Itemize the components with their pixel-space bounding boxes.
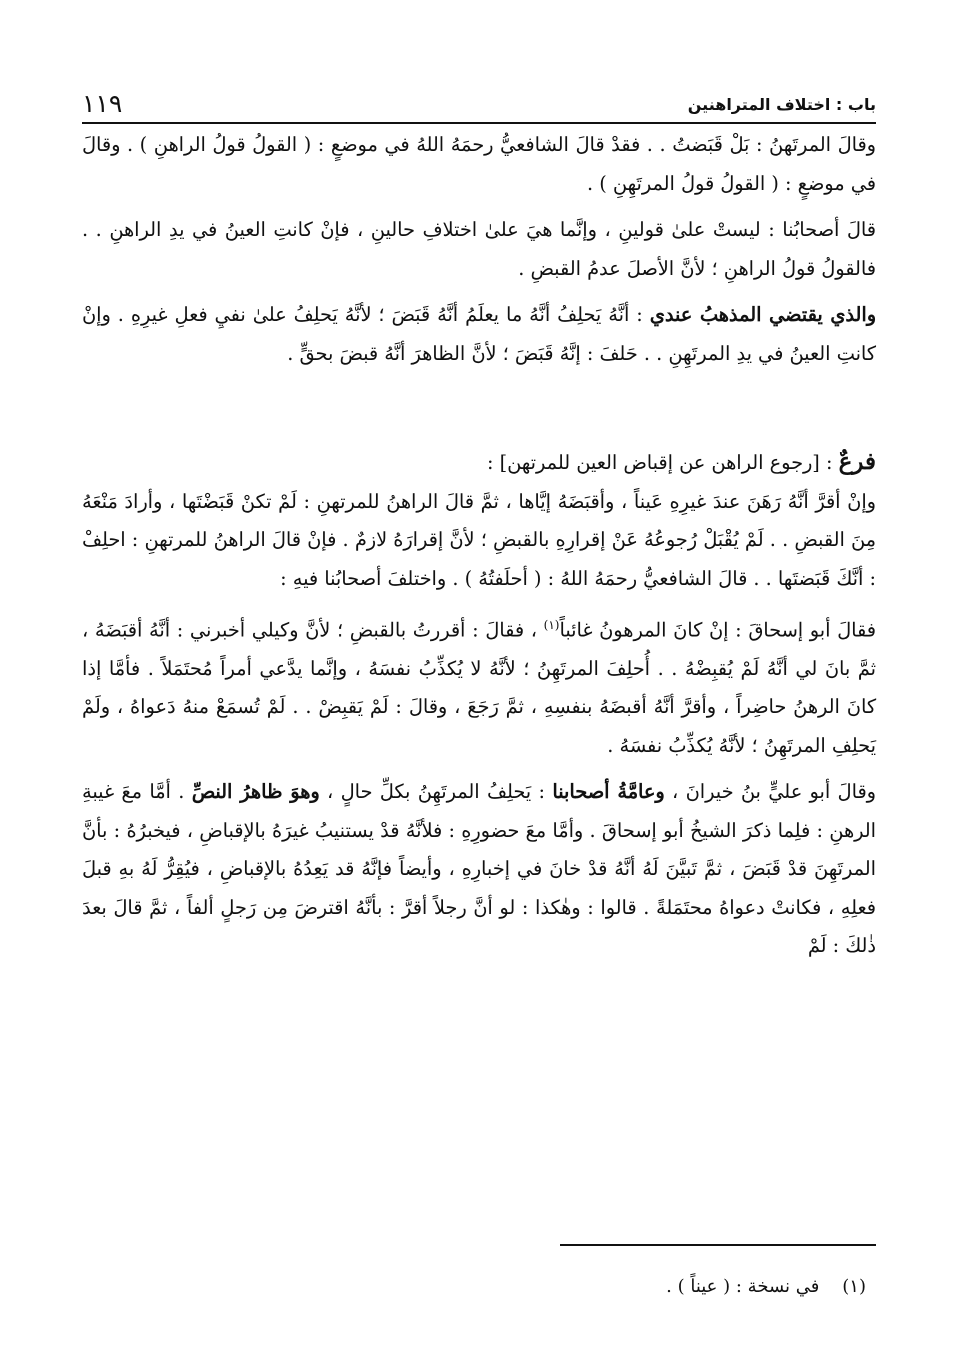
bold-phrase: والذي يقتضي المذهبُ عندي — [649, 303, 876, 326]
paragraph-2: قالَ أصحابُنا : ليستْ علىٰ قولينِ ، وإنَّما هيَ علىٰ اختلافِ حالينِ ، فإنْ كانتِ العينُ في يدِ الراهنِ . . فالقولُ قولُ الراهنِ ؛ لأنَّ الأصلَ عدمُ القبضِ . — [82, 218, 876, 280]
paragraph-text: ، فقالَ : أقررتُ بالقبضِ ؛ لأنَّ وكيلي أخبرني : أنَّهُ أقبَضَهُ ، ثمَّ بانَ لي أنَّهُ لَمْ يُقبِضْهُ . . أُحلِفَ المرتَهِنُ ؛ لأنَّهُ لا يُكذِّبُ نفسَهُ ، وإنَّما يدَّعي أمراً مُحتَمَلاً . فأمَّا إذا كانَ الرهنُ حاضِراً ، وأقرَّ أنَّهُ أقبضَهُ بنفسِهِ ، ثمَّ رَجَعَ ، وقالَ : لَمْ يَقبِضْ . . لَمْ تُسمَعْ منهُ دَعواهُ ، ولَمْ يَحلِفِ المرتَهِنُ ؛ لأنَّهُ يُكذِّبُ نفسَهُ . — [82, 618, 876, 757]
bold-phrase: وهوَ ظاهرُ النصِّ — [191, 780, 320, 804]
paragraph-4: وإنْ أقرَّ أنَّهُ رَهَنَ عندَ غيرِهِ عَيناً ، وأقبَضَهُ إيَّاها ، ثمَّ قالَ الراهنُ للمرتهنِ : لَمْ تكنْ قَبَضْتَها ، وأرادَ مَنْعَهُ مِنَ القبضِ . . لَمْ يُقْبَلْ رُجوعُهُ عَنْ إقرارِهِ بالقبضِ ؛ لأنَّ إقرارَهُ لازمٌ . فإنْ قالَ الراهنُ للمرتهنِ : احلِفْ : أنَّكَ قَبَضتَها . . قالَ الشافعيُّ رحمَهُ اللهُ : ( أحلَفتُهُ ) . واختلفَ أصحابُنا فيهِ : — [82, 489, 876, 590]
page-header — [82, 78, 876, 124]
paragraph-text: : أنَّهُ يَحلِفُ أنَّهُ ما يعلَمُ أنَّهُ قَبَضَ ؛ لأنَّهُ يَحلِفُ علىٰ نفيِ فعلِ غيرِهِ . وإنْ كانتِ العينُ في يدِ المرتَهِنِ . . حَلفَ : إنَّهُ قَبَضَ ؛ لأنَّ الظاهرَ أنَّهُ قبضَ بحقٍّ . — [82, 303, 876, 365]
paragraph-text: فقالَ أبو إسحاقَ : إنْ كانَ المرهونُ غائباً — [559, 618, 876, 642]
paragraph-text: : يَحلِفُ المرتَهِنُ بكلِّ حالٍ ، — [319, 780, 553, 804]
branch-heading — [82, 443, 876, 483]
footnote — [82, 1272, 866, 1302]
paragraph-gap — [82, 765, 876, 773]
footnote-text: في نسخة : ( عيناً ) . — [666, 1276, 820, 1297]
paragraph-gap — [82, 288, 876, 296]
page-number: ١١٩ — [82, 89, 123, 118]
branch-title: : [رجوع الراهن عن إقباض العين للمرتهن] : — [486, 451, 839, 474]
paragraph-text: وقالَ أبو عليٍّ بنُ خيرانَ ، — [664, 780, 876, 804]
branch-label: فرعٌ — [838, 448, 876, 475]
bold-phrase: وعامَّةُ أصحابنا — [552, 780, 665, 804]
paragraph-gap — [82, 203, 876, 211]
footnote-number: (١) — [842, 1276, 866, 1297]
section-gap — [82, 373, 876, 443]
paragraph-text: . أمَّا معَ غيبةِ الرهنِ : فلِما ذكرَ الشيخُ أبو إسحاقَ . وأمَّا معَ حضورِهِ : فلأنَّهُ قدْ يستنيبُ غيرَهُ بالإقباضِ ، فيخبرُهُ : بأنَّ المرتَهِنَ قدْ قَبَضَ ، ثمَّ تَبيَّنَ لَهُ أنَّهُ قدْ خانَ في إخبارِهِ ، وأيضاً فإنَّهُ قد يَعِدُهُ بالإقباضِ ، فيُقِرُّ لَهُ بهِ قبلَ فعلِهِ ، فكانتْ دعواهُ محتَمَلةً . قالوا : وهٰكذا : لو أنَّ رجلاً أقرَّ : بأنَّهُ اقترضَ مِن رَجلٍ ألفاً ، ثمَّ قالَ بعدَ ذٰلكَ : لَمْ — [82, 780, 876, 958]
paragraph-3 — [82, 296, 876, 373]
main-text — [82, 126, 876, 966]
footnote-reference[interactable]: (١) — [543, 618, 560, 632]
paragraph-5 — [82, 606, 876, 765]
footnote-divider — [560, 1244, 876, 1246]
paragraph-1: وقالَ المرتَهنُ : بَلْ قَبَضتُ . . فقدْ قالَ الشافعيُّ رحمَهُ اللهُ في موضعٍ : ( القولُ قولُ الراهنِ ) . وقالَ في موضعٍ : ( القولُ قولُ المرتَهِنِ ) . — [82, 133, 876, 195]
running-title: باب : اختلاف المتراهنين — [687, 95, 876, 114]
paragraph-6 — [82, 773, 876, 966]
paragraph-gap — [82, 598, 876, 606]
